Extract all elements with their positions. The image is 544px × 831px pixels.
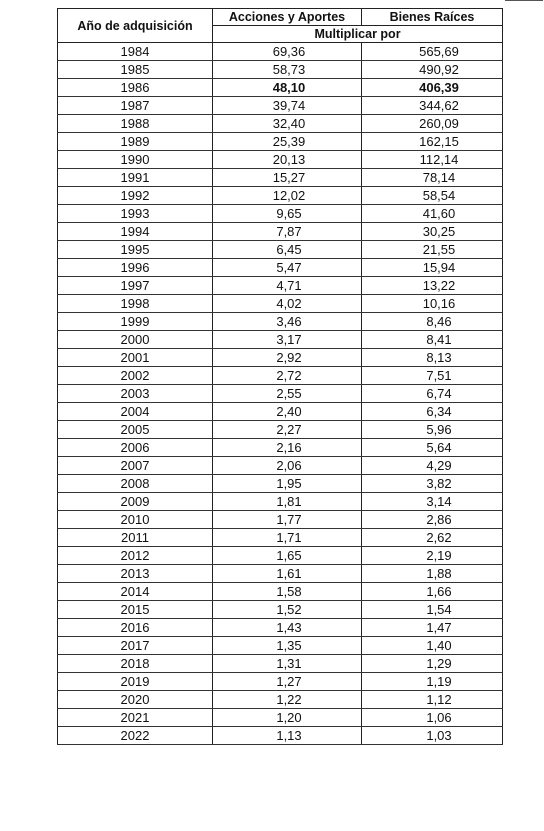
year-cell: 2009 (58, 493, 213, 511)
bienes-factor-cell: 13,22 (362, 277, 503, 295)
table-row (58, 637, 503, 655)
bienes-factor-cell: 1,06 (362, 709, 503, 727)
acciones-factor-cell: 20,13 (213, 151, 362, 169)
bienes-factor-cell: 58,54 (362, 187, 503, 205)
bienes-factor-cell: 3,14 (362, 493, 503, 511)
bienes-factor-cell: 30,25 (362, 223, 503, 241)
bienes-factor-cell: 78,14 (362, 169, 503, 187)
bienes-factor-cell: 1,40 (362, 637, 503, 655)
table-row (58, 169, 503, 187)
acciones-factor-cell: 39,74 (213, 97, 362, 115)
bienes-factor-cell: 8,13 (362, 349, 503, 367)
bienes-factor-cell: 41,60 (362, 205, 503, 223)
bienes-factor-cell: 8,41 (362, 331, 503, 349)
table-row (58, 529, 503, 547)
year-cell: 1984 (58, 43, 213, 61)
year-cell: 1988 (58, 115, 213, 133)
table-row (58, 295, 503, 313)
year-cell: 1986 (58, 79, 213, 97)
table-row (58, 403, 503, 421)
acciones-factor-cell: 1,95 (213, 475, 362, 493)
year-cell: 1985 (58, 61, 213, 79)
table-body (58, 43, 503, 745)
bienes-factor-cell: 260,09 (362, 115, 503, 133)
table-row (58, 97, 503, 115)
bienes-factor-cell: 162,15 (362, 133, 503, 151)
acciones-factor-cell: 1,65 (213, 547, 362, 565)
year-cell: 1996 (58, 259, 213, 277)
year-cell: 2005 (58, 421, 213, 439)
acciones-factor-cell: 2,27 (213, 421, 362, 439)
year-cell: 1994 (58, 223, 213, 241)
acciones-factor-cell: 1,43 (213, 619, 362, 637)
acciones-factor-cell: 1,22 (213, 691, 362, 709)
table-row (58, 313, 503, 331)
year-cell: 2002 (58, 367, 213, 385)
acciones-factor-cell: 3,17 (213, 331, 362, 349)
table-row (58, 385, 503, 403)
acciones-factor-cell: 12,02 (213, 187, 362, 205)
table-row (58, 133, 503, 151)
year-cell: 1991 (58, 169, 213, 187)
acciones-factor-cell: 2,92 (213, 349, 362, 367)
table-row (58, 583, 503, 601)
table-header (58, 9, 503, 43)
bienes-factor-cell: 5,96 (362, 421, 503, 439)
acciones-factor-cell: 69,36 (213, 43, 362, 61)
bienes-factor-cell: 2,86 (362, 511, 503, 529)
year-cell: 1999 (58, 313, 213, 331)
table-row (58, 655, 503, 673)
acciones-factor-cell: 1,77 (213, 511, 362, 529)
bienes-factor-cell: 1,12 (362, 691, 503, 709)
year-cell: 2012 (58, 547, 213, 565)
year-column-header: Año de adquisición (58, 9, 213, 43)
acciones-factor-cell: 1,61 (213, 565, 362, 583)
acciones-factor-cell: 1,35 (213, 637, 362, 655)
table-row (58, 691, 503, 709)
bienes-factor-cell: 2,19 (362, 547, 503, 565)
acciones-factor-cell: 9,65 (213, 205, 362, 223)
acciones-factor-cell: 4,02 (213, 295, 362, 313)
year-cell: 1993 (58, 205, 213, 223)
bienes-factor-cell: 4,29 (362, 457, 503, 475)
table-row (58, 511, 503, 529)
table-row (58, 493, 503, 511)
acciones-factor-cell: 48,10 (213, 79, 362, 97)
year-cell: 1989 (58, 133, 213, 151)
acciones-factor-cell: 2,06 (213, 457, 362, 475)
table-row (58, 457, 503, 475)
table-row (58, 349, 503, 367)
acciones-factor-cell: 15,27 (213, 169, 362, 187)
acciones-column-header: Acciones y Aportes (213, 9, 362, 26)
bienes-factor-cell: 490,92 (362, 61, 503, 79)
table-row (58, 331, 503, 349)
table-row (58, 601, 503, 619)
year-cell: 2010 (58, 511, 213, 529)
acciones-factor-cell: 1,20 (213, 709, 362, 727)
bienes-factor-cell: 1,03 (362, 727, 503, 745)
year-cell: 2004 (58, 403, 213, 421)
year-cell: 2020 (58, 691, 213, 709)
year-cell: 1998 (58, 295, 213, 313)
acciones-factor-cell: 2,40 (213, 403, 362, 421)
bienes-factor-cell: 6,34 (362, 403, 503, 421)
table-row (58, 151, 503, 169)
table-row (58, 241, 503, 259)
bienes-factor-cell: 21,55 (362, 241, 503, 259)
table-row (58, 43, 503, 61)
acciones-factor-cell: 2,55 (213, 385, 362, 403)
year-cell: 2008 (58, 475, 213, 493)
acciones-factor-cell: 4,71 (213, 277, 362, 295)
table-row (58, 367, 503, 385)
acciones-factor-cell: 7,87 (213, 223, 362, 241)
acciones-factor-cell: 2,72 (213, 367, 362, 385)
year-cell: 2013 (58, 565, 213, 583)
year-cell: 2000 (58, 331, 213, 349)
page-edge-line (505, 0, 543, 1)
bienes-factor-cell: 1,66 (362, 583, 503, 601)
table-row (58, 673, 503, 691)
acciones-factor-cell: 25,39 (213, 133, 362, 151)
acciones-factor-cell: 1,58 (213, 583, 362, 601)
table-row (58, 439, 503, 457)
acciones-factor-cell: 1,71 (213, 529, 362, 547)
table-row (58, 115, 503, 133)
year-cell: 2015 (58, 601, 213, 619)
table-row (58, 187, 503, 205)
acciones-factor-cell: 1,81 (213, 493, 362, 511)
multiplier-header: Multiplicar por (213, 26, 503, 43)
bienes-factor-cell: 5,64 (362, 439, 503, 457)
table-row (58, 565, 503, 583)
year-cell: 1995 (58, 241, 213, 259)
table-row (58, 61, 503, 79)
year-cell: 2017 (58, 637, 213, 655)
year-cell: 2006 (58, 439, 213, 457)
bienes-factor-cell: 406,39 (362, 79, 503, 97)
acciones-factor-cell: 1,52 (213, 601, 362, 619)
acciones-factor-cell: 5,47 (213, 259, 362, 277)
year-cell: 2003 (58, 385, 213, 403)
bienes-factor-cell: 1,54 (362, 601, 503, 619)
table-row (58, 259, 503, 277)
year-cell: 2022 (58, 727, 213, 745)
acciones-factor-cell: 6,45 (213, 241, 362, 259)
bienes-factor-cell: 2,62 (362, 529, 503, 547)
acciones-factor-cell: 1,31 (213, 655, 362, 673)
table-row (58, 475, 503, 493)
year-cell: 1990 (58, 151, 213, 169)
bienes-factor-cell: 7,51 (362, 367, 503, 385)
table-row (58, 547, 503, 565)
year-cell: 2001 (58, 349, 213, 367)
bienes-factor-cell: 1,88 (362, 565, 503, 583)
table-row (58, 619, 503, 637)
acciones-factor-cell: 32,40 (213, 115, 362, 133)
year-cell: 2011 (58, 529, 213, 547)
bienes-factor-cell: 112,14 (362, 151, 503, 169)
year-cell: 1987 (58, 97, 213, 115)
year-cell: 2021 (58, 709, 213, 727)
table-row (58, 277, 503, 295)
acciones-factor-cell: 1,27 (213, 673, 362, 691)
bienes-factor-cell: 565,69 (362, 43, 503, 61)
table-row (58, 421, 503, 439)
bienes-factor-cell: 3,82 (362, 475, 503, 493)
table-row (58, 205, 503, 223)
bienes-factor-cell: 10,16 (362, 295, 503, 313)
acciones-factor-cell: 2,16 (213, 439, 362, 457)
acciones-factor-cell: 3,46 (213, 313, 362, 331)
acciones-factor-cell: 1,13 (213, 727, 362, 745)
bienes-factor-cell: 344,62 (362, 97, 503, 115)
bienes-factor-cell: 1,29 (362, 655, 503, 673)
table-row (58, 223, 503, 241)
year-cell: 1997 (58, 277, 213, 295)
bienes-column-header: Bienes Raíces (362, 9, 503, 26)
year-cell: 2018 (58, 655, 213, 673)
acciones-factor-cell: 58,73 (213, 61, 362, 79)
bienes-factor-cell: 6,74 (362, 385, 503, 403)
bienes-factor-cell: 1,19 (362, 673, 503, 691)
year-cell: 2016 (58, 619, 213, 637)
year-cell: 2007 (58, 457, 213, 475)
adjustment-factor-table (57, 8, 503, 745)
year-cell: 2014 (58, 583, 213, 601)
bienes-factor-cell: 15,94 (362, 259, 503, 277)
bienes-factor-cell: 1,47 (362, 619, 503, 637)
year-cell: 1992 (58, 187, 213, 205)
table-row (58, 79, 503, 97)
table-row (58, 709, 503, 727)
year-cell: 2019 (58, 673, 213, 691)
table-row (58, 727, 503, 745)
bienes-factor-cell: 8,46 (362, 313, 503, 331)
